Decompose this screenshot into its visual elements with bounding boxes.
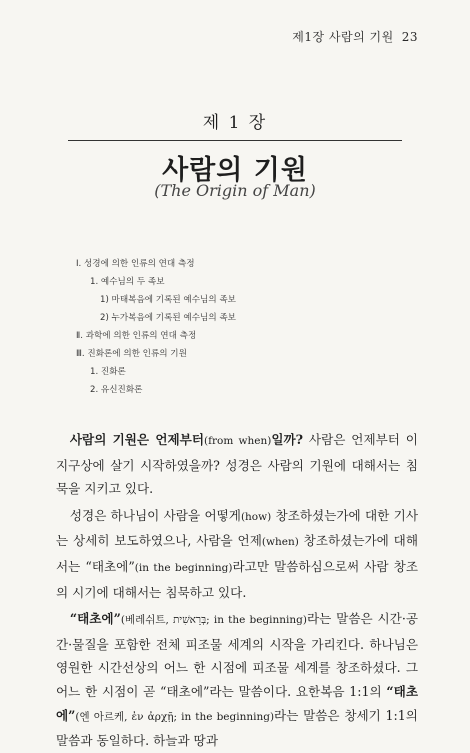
p2-text-a: 성경은 하나님이 사람을 어떻게 [69,507,241,523]
chapter-subtitle: (The Origin of Man) [154,181,316,200]
paragraph-3 [56,607,418,753]
chapter-outline [76,258,406,402]
p1-lead-2: 일까? [271,432,304,447]
outline-item: 1. 예수님의 두 족보 [90,277,165,287]
chapter-label: 제 1 장 [202,113,268,133]
p2-how: (how) [240,510,272,523]
outline-item: Ⅲ. 진화론에 의한 인류의 기원 [76,349,187,359]
outline-item: 1) 마태복음에 기록된 예수님의 족보 [100,295,236,305]
p2-in-beginning: (in the beginning) [134,561,233,574]
outline-item: 2) 누가복음에 기록된 예수님의 족보 [100,313,236,323]
p2-when: (when) [261,536,299,549]
body-text [56,428,418,753]
p3-text-a: 라는 말씀은 시간·공간·물질을 포함한 전체 피조물 세계의 시작을 가리킨다. 하나님은 영원한 시간선상의 어느 한 시점에 피조물 세계를 창조하셨다. 그 어느 한 시점이 곧 “태초에”라는 말씀이다. 요한복음 1:1의 [56,611,418,699]
p3-text-b: 라는 말씀은 창세기 1:1의 말씀과 동일하다. 하늘과 땅과 [56,707,418,749]
p3-term: “태초에” [69,611,121,627]
chapter-title: 사람의 기원 [162,155,308,186]
p3-greek: (엔 아르케, ἐν ἀρχῇ; in the beginning) [75,710,275,723]
paragraph-2 [56,504,418,604]
page-number: 23 [401,30,418,44]
p2-text-b: 창조하셨는가에 대한 기사는 상세히 보도하였으나, 사람을 언제 [56,507,418,549]
outline-item: 2. 유신진화론 [90,385,143,395]
p1-lead-en: (from when) [204,435,272,447]
p2-text-d: 라고만 말씀하심으로써 사람 창조의 시기에 대해서는 침묵하고 있다. [56,558,418,600]
p1-rest: 사람은 언제부터 이 지구상에 살기 시작하였을까? 성경은 사람의 기원에 대해서는 침묵을 지키고 있다. [56,432,418,497]
p2-text-c: 창조하셨는가에 대해서는 “태초에” [56,533,419,574]
p3-term-2: “태초에” [56,683,418,723]
paragraph-1 [56,428,418,501]
running-title: 제1장 사람의 기원 [292,30,394,44]
outline-item: Ⅰ. 성경에 의한 인류의 연대 측정 [76,259,195,269]
p3-hebrew: (베레쉬트, בְּרֵאשִׁית; in the beginning) [120,614,307,627]
outline-item: Ⅱ. 과학에 의한 인류의 연대 측정 [76,331,197,341]
running-head [292,28,418,45]
chapter-divider [68,140,402,141]
p1-lead: 사람의 기원은 언제부터 [69,432,205,447]
outline-item: 1. 진화론 [90,367,126,377]
